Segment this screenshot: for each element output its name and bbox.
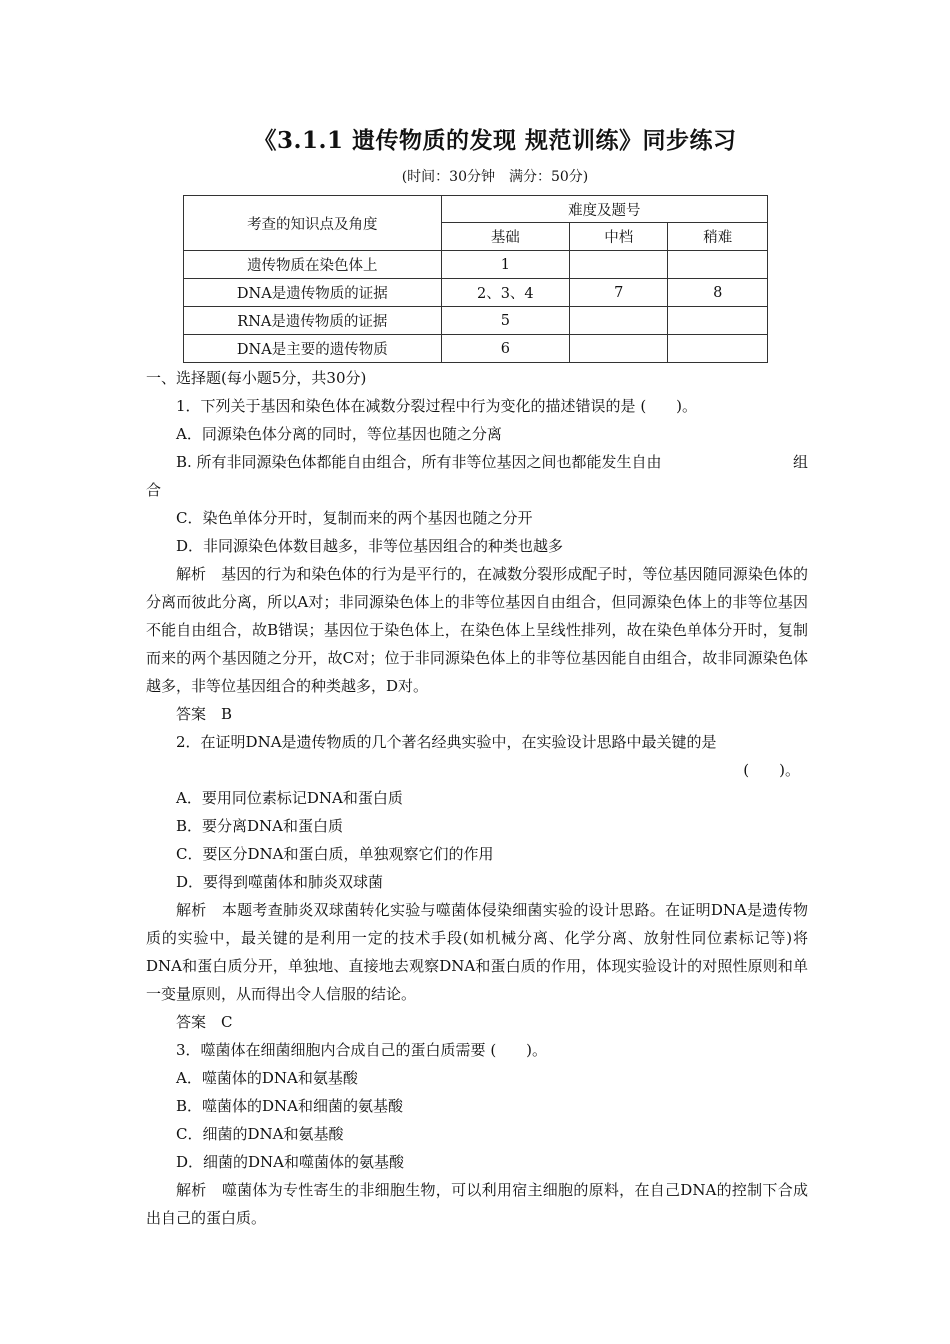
question-1-option-c: C．染色单体分开时，复制而来的两个基因也随之分开 (176, 509, 533, 527)
question-3-stem: 3．噬菌体在细菌细胞内合成自己的蛋白质需要 ( )。 (176, 1041, 548, 1059)
table-header-basic: 基础 (441, 223, 569, 251)
question-2-option-a: A．要用同位素标记DNA和蛋白质 (176, 789, 403, 807)
table-cell-basic: 6 (441, 335, 569, 363)
table-row (184, 279, 768, 307)
table-row (184, 335, 768, 363)
table-row (184, 307, 768, 335)
table-cell-mid: 7 (570, 279, 668, 307)
table-cell-mid (570, 335, 668, 363)
question-1-option-a: A．同源染色体分离的同时，等位基因也随之分离 (176, 425, 502, 443)
question-2-stem: 2．在证明DNA是遗传物质的几个著名经典实验中，在实验设计思路中最关键的是 (176, 733, 717, 751)
table-cell-hard (668, 307, 768, 335)
time-score-info: (时间：30分钟 满分：50分) (401, 169, 589, 185)
table-cell-hard (668, 335, 768, 363)
option-b-text: B. 所有非同源染色体都能自由组合，所有非等位基因之间也都能发生自由 (176, 453, 662, 471)
table-header-topic: 考查的知识点及角度 (184, 196, 442, 251)
table-cell-hard (668, 251, 768, 279)
question-1-stem: 1．下列关于基因和染色体在减数分裂过程中行为变化的描述错误的是 ( )。 (176, 397, 698, 415)
question-2-option-c: C．要区分DNA和蛋白质，单独观察它们的作用 (176, 845, 494, 863)
question-1-option-b (146, 448, 808, 476)
table-header-mid: 中档 (570, 223, 668, 251)
question-2-analysis: 解析 本题考查肺炎双球菌转化实验与噬菌体侵染细菌实验的设计思路。在证明DNA是遗传物质的实验中，最关键的是利用一定的技术手段(如机械分离、化学分离、放射性同位素标记等)将DNA和蛋白质分开，单独地、直接地去观察DNA和蛋白质的作用，体现实验设计的对照性原则和单一变量原则，从而得出令人信服的结论。 (146, 901, 808, 1003)
table-header-difficulty: 难度及题号 (441, 196, 767, 223)
table-cell-mid (570, 251, 668, 279)
section-heading: 一、选择题(每小题5分，共30分) (146, 369, 367, 387)
option-b-text-end: 组 (792, 453, 808, 471)
question-3-option-a: A．噬菌体的DNA和氨基酸 (176, 1069, 358, 1087)
question-3-option-c: C．细菌的DNA和氨基酸 (176, 1125, 344, 1143)
table-cell-topic: RNA是遗传物质的证据 (184, 307, 442, 335)
question-2-option-b: B．要分离DNA和蛋白质 (176, 817, 344, 835)
question-2-paren: ( )。 (743, 761, 800, 779)
table-cell-basic: 1 (441, 251, 569, 279)
table-header-hard: 稍难 (668, 223, 768, 251)
question-2-answer: 答案 C (176, 1013, 233, 1031)
table-cell-hard: 8 (668, 279, 768, 307)
question-2-option-d: D．要得到噬菌体和肺炎双球菌 (176, 873, 384, 891)
table-cell-basic: 5 (441, 307, 569, 335)
page-title: 《3.1.1 遗传物质的发现 规范训练》同步练习 (253, 127, 737, 154)
table-cell-topic: 遗传物质在染色体上 (184, 251, 442, 279)
question-3-option-d: D．细菌的DNA和噬菌体的氨基酸 (176, 1153, 405, 1171)
question-1-answer: 答案 B (176, 705, 233, 723)
question-3-analysis: 解析 噬菌体为专性寄生的非细胞生物，可以利用宿主细胞的原料，在自己DNA的控制下合成出自己的蛋白质。 (146, 1181, 808, 1227)
table-cell-mid (570, 307, 668, 335)
table-cell-topic: DNA是主要的遗传物质 (184, 335, 442, 363)
question-content (146, 364, 808, 1232)
table-row (184, 251, 768, 279)
table-cell-basic: 2、3、4 (441, 279, 569, 307)
question-1-option-d: D．非同源染色体数目越多，非等位基因组合的种类也越多 (176, 537, 564, 555)
option-b-wrap: 合 (146, 481, 162, 499)
knowledge-point-table (183, 195, 768, 363)
table-cell-topic: DNA是遗传物质的证据 (184, 279, 442, 307)
question-3-option-b: B．噬菌体的DNA和细菌的氨基酸 (176, 1097, 404, 1115)
question-1-analysis: 解析 基因的行为和染色体的行为是平行的，在减数分裂形成配子时，等位基因随同源染色体的分离而彼此分离，所以A对；非同源染色体上的非等位基因自由组合，但同源染色体上的非等位基因不能自由组合，故B错误；基因位于染色体上，在染色体上呈线性排列，故在染色单体分开时，复制而来的两个基因随之分开，故C对；位于非同源染色体上的非等位基因能自由组合，故非同源染色体越多，非等位基因组合的种类越多，D对。 (146, 565, 808, 695)
